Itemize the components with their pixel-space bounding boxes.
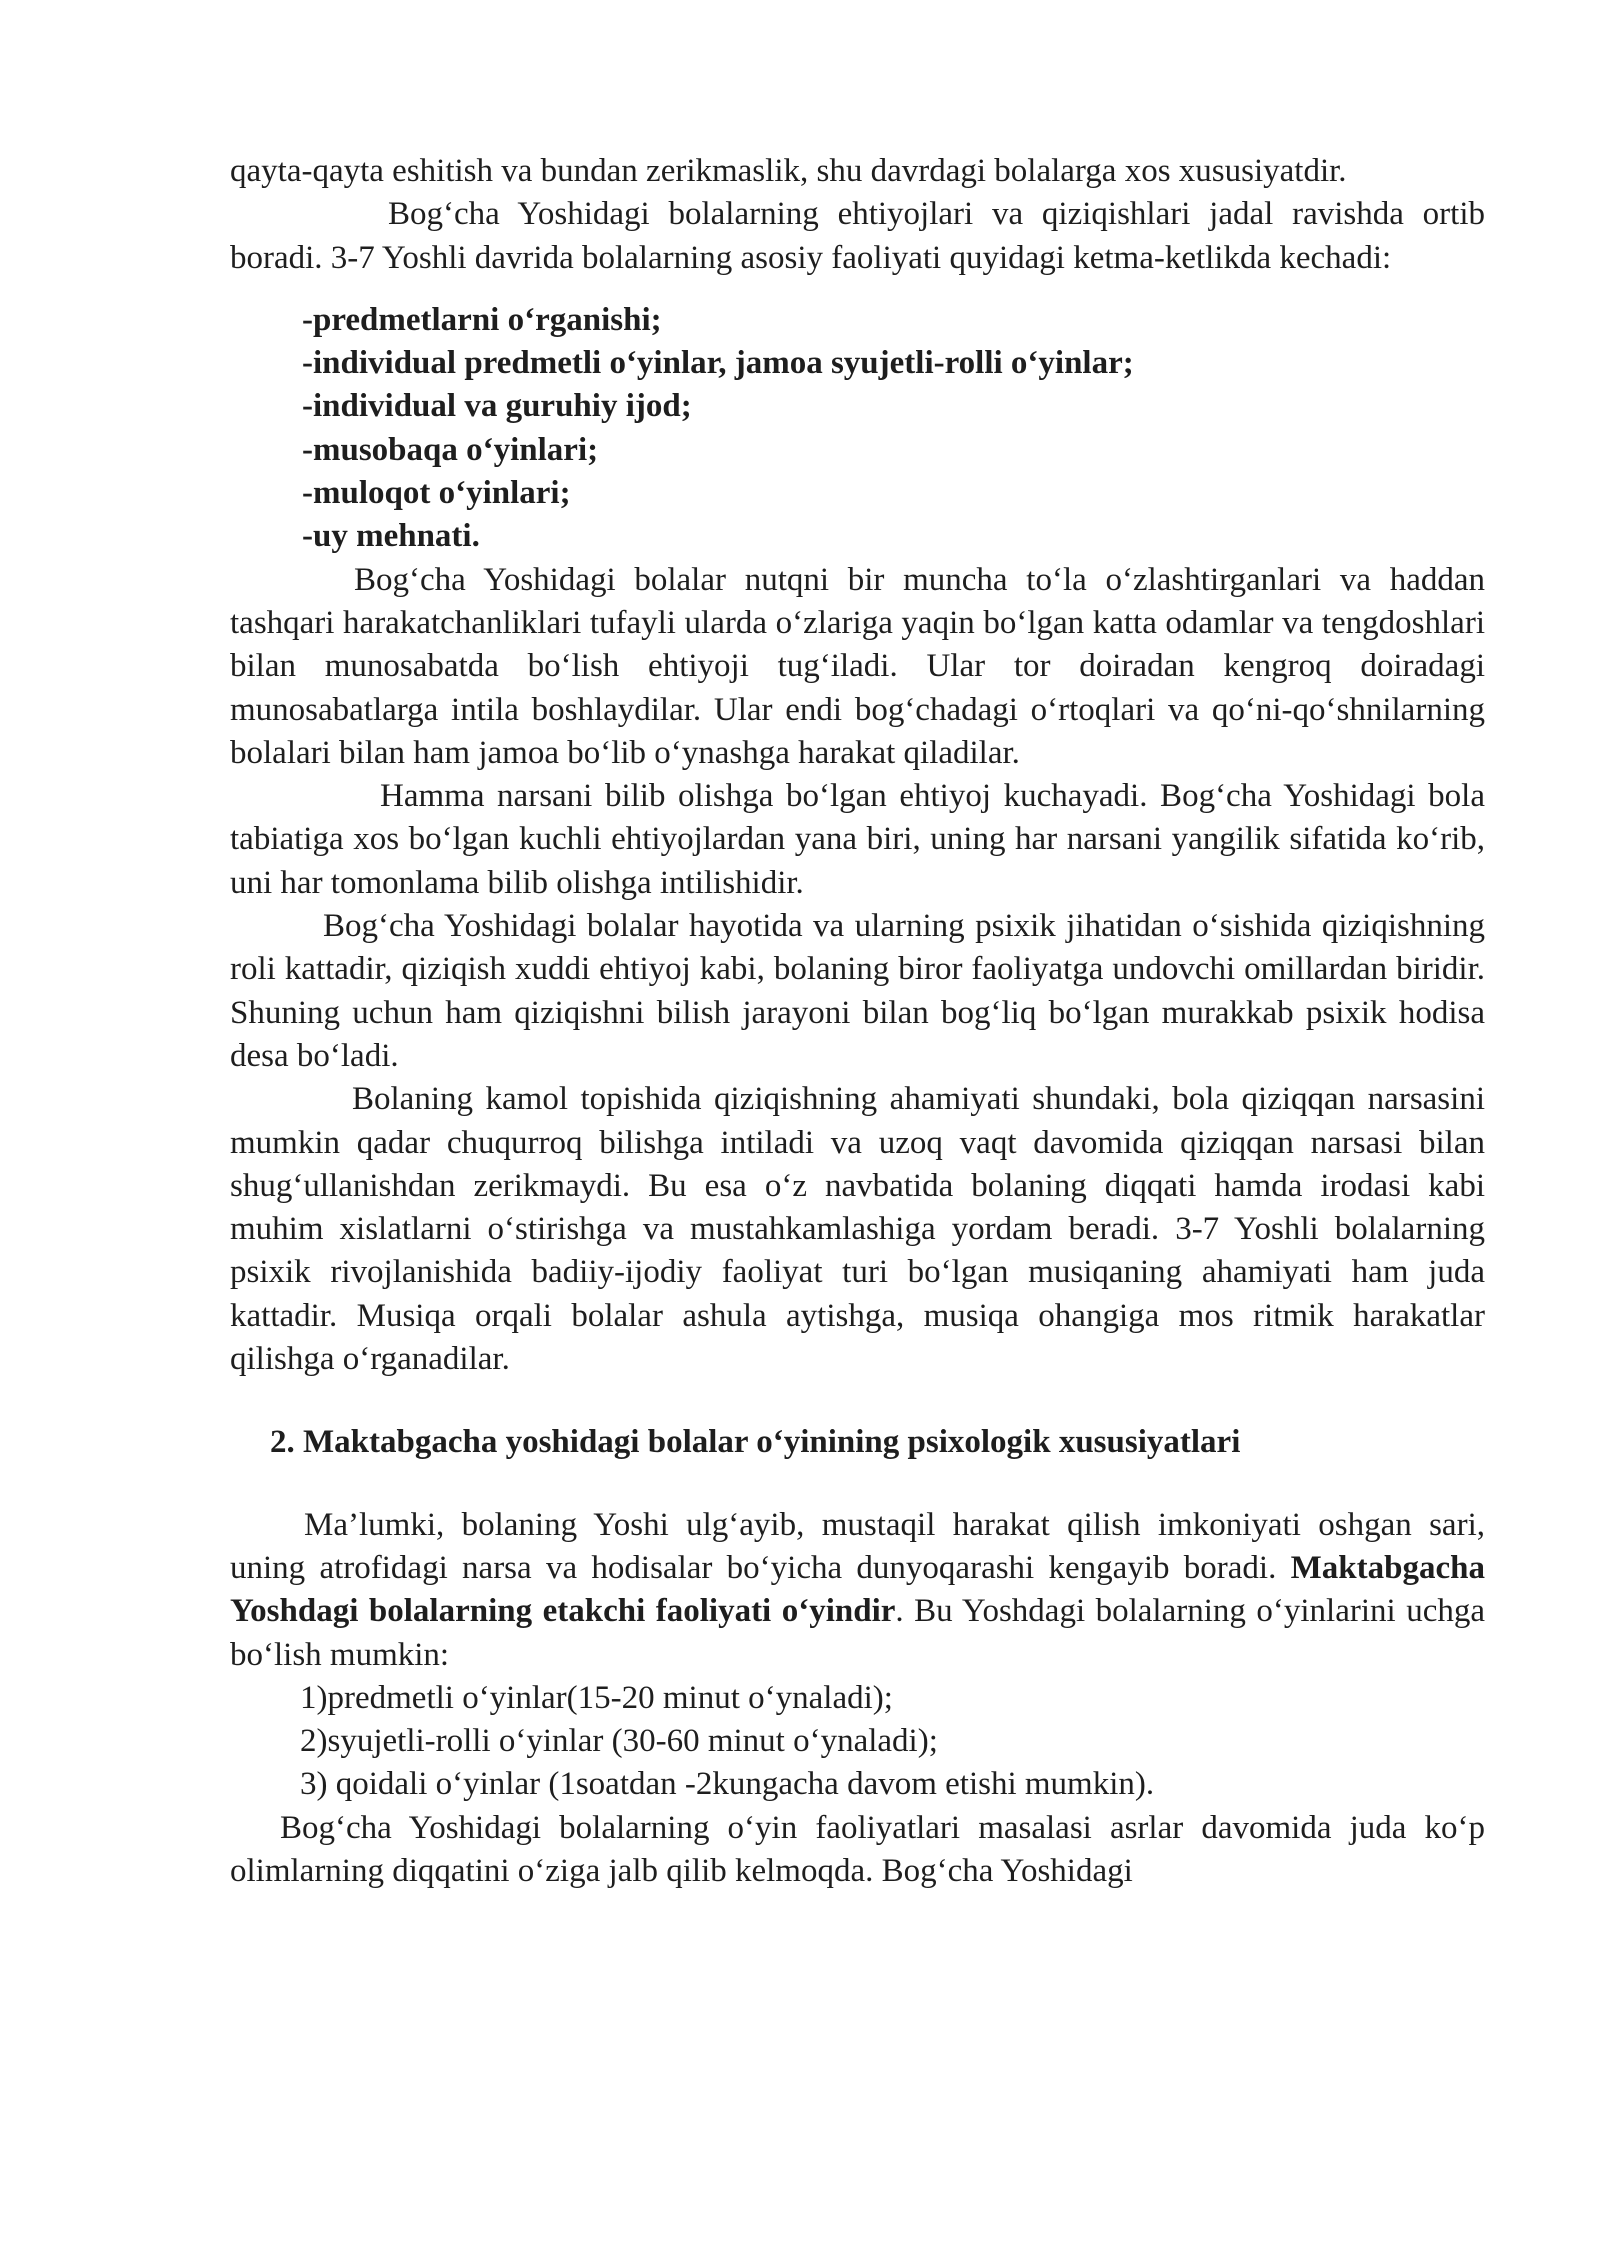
activity-item: -predmetlarni o‘rganishi; [302, 301, 662, 338]
activity-item: -musobaqa o‘yinlari; [302, 431, 599, 468]
activity-item: -muloqot o‘yinlari; [302, 475, 571, 512]
paragraph-4: Hamma narsani bilib olishga bo‘lgan ehtiyoj kuchayadi. Bog‘cha Yoshidagi bola tabiatiga xos bo‘lgan kuchli ehtiyojlardan yana biri, uning har narsani yangilik sifatida ko‘rib, uni har tomonlama bilib olishga intilishidir. [230, 778, 1485, 901]
game-type-item: 1)predmetli o‘yinlar(15-20 minut o‘ynaladi); [300, 1679, 893, 1716]
paragraph-7 [230, 1504, 1485, 1677]
activity-list [230, 299, 1485, 559]
activity-item: -uy mehnati. [302, 518, 480, 555]
paragraph-8: Bog‘cha Yoshidagi bolalarning o‘yin faoliyatlari masalasi asrlar davomida juda ko‘p olimlarning diqqatini o‘ziga jalb qilib kelmoqda. Bog‘cha Yoshidagi [230, 1809, 1485, 1889]
paragraph-6: Bolaning kamol topishida qiziqishning ahamiyati shundaki, bola qiziqqan narsasini mumkin qadar chuqurroq bilishga intiladi va uzoq vaqt davomida qiziqqan narsasi bilan shug‘ullanishdan zerikmaydi. Bu esa o‘z navbatida bolaning diqqati hamda irodasi kabi muhim xislatlarni o‘stirishga va mustahkamlashiga yordam beradi. 3-7 Yoshli bolalarning psixik rivojlanishida badiiy-ijodiy faoliyat turi bo‘lgan musiqaning ahamiyati ham juda kattadir. Musiqa orqali bolalar ashula aytishga, musiqa ohangiga mos ritmik harakatlar qilishga o‘rganadilar. [230, 1081, 1485, 1378]
game-type-item: 3) qoidali o‘yinlar (1soatdan -2kungacha davom etishi mumkin). [300, 1766, 1155, 1803]
game-type-item: 2)syujetli-rolli o‘yinlar (30-60 minut o‘ynaladi); [300, 1723, 938, 1760]
paragraph-7-bold: Maktabgacha Yoshdagi bolalarning etakchi faoliyati o‘yindir [230, 1549, 1485, 1630]
document-page [230, 150, 1485, 1893]
paragraph-2: Bog‘cha Yoshidagi bolalarning ehtiyojlari va qiziqishlari jadal ravishda ortib boradi. 3-7 Yoshli davrida bolalarning asosiy faoliyati quyidagi ketma-ketlikda kechadi: [230, 196, 1485, 276]
section-heading: 2. Maktabgacha yoshidagi bolalar o‘yinining psixologik xususiyatlari [270, 1424, 1241, 1461]
paragraph-7-end: . Bu Yoshdagi bolalarning o‘yinlarini uchga bo‘lish mumkin: [230, 1593, 1485, 1673]
game-types-list [230, 1677, 1485, 1807]
activity-item: -individual predmetli o‘yinlar, jamoa syujetli-rolli o‘yinlar; [302, 345, 1134, 382]
paragraph-7-start: Ma’lumki, bolaning Yoshi ulg‘ayib, mustaqil harakat qilish imkoniyati oshgan sari, uning atrofidagi narsa va hodisalar bo‘yicha dunyoqarashi kengayib boradi. [230, 1506, 1485, 1586]
activity-item: -individual va guruhiy ijod; [302, 388, 692, 425]
paragraph-5: Bog‘cha Yoshidagi bolalar hayotida va ularning psixik jihatidan o‘sishida qiziqishning roli kattadir, qiziqish xuddi ehtiyoj kabi, bolaning biror faoliyatga undovchi omillardan biridir. Shuning uchun ham qiziqishni bilish jarayoni bilan bog‘liq bo‘lgan murakkab psixik hodisa desa bo‘ladi. [230, 908, 1485, 1074]
paragraph-3: Bog‘cha Yoshidagi bolalar nutqni bir muncha to‘la o‘zlashtirganlari va haddan tashqari harakatchanliklari tufayli ularda o‘zlariga yaqin bo‘lgan katta odamlar va tengdoshlari bilan munosabatda bo‘lish ehtiyoji tug‘iladi. Ular tor doiradan kengroq doiradagi munosabatlarga intila boshlaydilar. Ular endi bog‘chadagi o‘rtoqlari va qo‘ni-qo‘shnilarning bolalari bilan ham jamoa bo‘lib o‘ynashga harakat qiladilar. [230, 561, 1485, 771]
paragraph-1: qayta-qayta eshitish va bundan zerikmaslik, shu davrdagi bolalarga xos xususiyatdir. [230, 153, 1347, 189]
